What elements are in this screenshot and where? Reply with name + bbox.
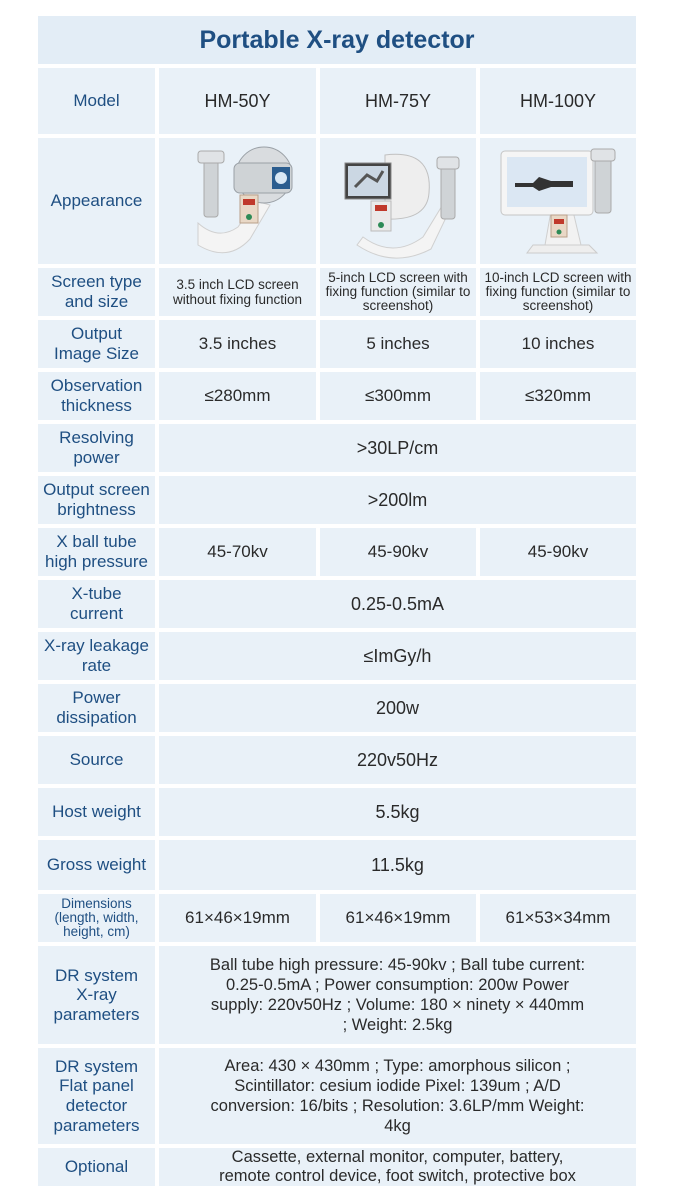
label-resolving: Resolving power — [38, 424, 155, 472]
model-hm50y: HM-50Y — [159, 68, 316, 134]
output-image-hm50y: 3.5 inches — [159, 320, 316, 368]
image-hm50y — [159, 138, 316, 264]
spec-table — [38, 16, 636, 1186]
tube-pressure-hm100y: 45-90kv — [480, 528, 636, 576]
gross-weight-value: 11.5kg — [159, 840, 636, 890]
label-model: Model — [38, 68, 155, 134]
power-dissipation-value: 200w — [159, 684, 636, 732]
dimensions-hm100y: 61×53×34mm — [480, 894, 636, 942]
label-dr-panel: DR system Flat panel detector parameters — [38, 1048, 155, 1144]
dimensions-hm75y: 61×46×19mm — [320, 894, 476, 942]
output-image-hm75y: 5 inches — [320, 320, 476, 368]
label-observation: Observation thickness — [38, 372, 155, 420]
label-screen-type: Screen type and size — [38, 268, 155, 316]
dr-xray-value: Ball tube high pressure: 45-90kv ; Ball tube current: 0.25-0.5mA ; Power consumption: 200w Power supply: 220v50Hz ; Volume: 180 × ninety × 440mm ; Weight: 2.5kg — [159, 946, 636, 1044]
xray-device-large-image — [493, 141, 623, 261]
model-hm100y: HM-100Y — [480, 68, 636, 134]
label-appearance: Appearance — [38, 138, 155, 264]
observation-hm100y: ≤320mm — [480, 372, 636, 420]
xray-device-small-image — [178, 141, 298, 261]
observation-hm75y: ≤300mm — [320, 372, 476, 420]
model-hm75y: HM-75Y — [320, 68, 476, 134]
label-tube-current: X-tube current — [38, 580, 155, 628]
label-brightness: Output screen brightness — [38, 476, 155, 524]
brightness-value: >200lm — [159, 476, 636, 524]
optional-value: Cassette, external monitor, computer, battery, remote control device, foot switch, protective box — [159, 1148, 636, 1186]
observation-hm50y: ≤280mm — [159, 372, 316, 420]
dimensions-hm50y: 61×46×19mm — [159, 894, 316, 942]
page-title: Portable X-ray detector — [38, 16, 636, 64]
tube-pressure-hm50y: 45-70kv — [159, 528, 316, 576]
resolving-value: >30LP/cm — [159, 424, 636, 472]
label-power-dissipation: Power dissipation — [38, 684, 155, 732]
output-image-hm100y: 10 inches — [480, 320, 636, 368]
label-host-weight: Host weight — [38, 788, 155, 836]
dr-panel-value: Area: 430 × 430mm ; Type: amorphous silicon ; Scintillator: cesium iodide Pixel: 139um ; A/D conversion: 16/bits ; Resolution: 3.6LP/mm Weight: 4kg — [159, 1048, 636, 1144]
screen-type-hm75y: 5-inch LCD screen with fixing function (similar to screenshot) — [320, 268, 476, 316]
host-weight-value: 5.5kg — [159, 788, 636, 836]
screen-type-hm100y: 10-inch LCD screen with fixing function (similar to screenshot) — [480, 268, 636, 316]
image-hm100y — [480, 138, 636, 264]
xray-device-medium-image — [333, 141, 463, 261]
label-dr-xray: DR system X-ray parameters — [38, 946, 155, 1044]
tube-pressure-hm75y: 45-90kv — [320, 528, 476, 576]
label-dimensions: Dimensions (length, width, height, cm) — [38, 894, 155, 942]
label-output-image: Output Image Size — [38, 320, 155, 368]
label-tube-pressure: X ball tube high pressure — [38, 528, 155, 576]
image-hm75y — [320, 138, 476, 264]
screen-type-hm50y: 3.5 inch LCD screen without fixing function — [159, 268, 316, 316]
source-value: 220v50Hz — [159, 736, 636, 784]
label-gross-weight: Gross weight — [38, 840, 155, 890]
label-optional: Optional — [38, 1148, 155, 1186]
label-source: Source — [38, 736, 155, 784]
tube-current-value: 0.25-0.5mA — [159, 580, 636, 628]
leakage-value: ≤ImGy/h — [159, 632, 636, 680]
label-leakage: X-ray leakage rate — [38, 632, 155, 680]
